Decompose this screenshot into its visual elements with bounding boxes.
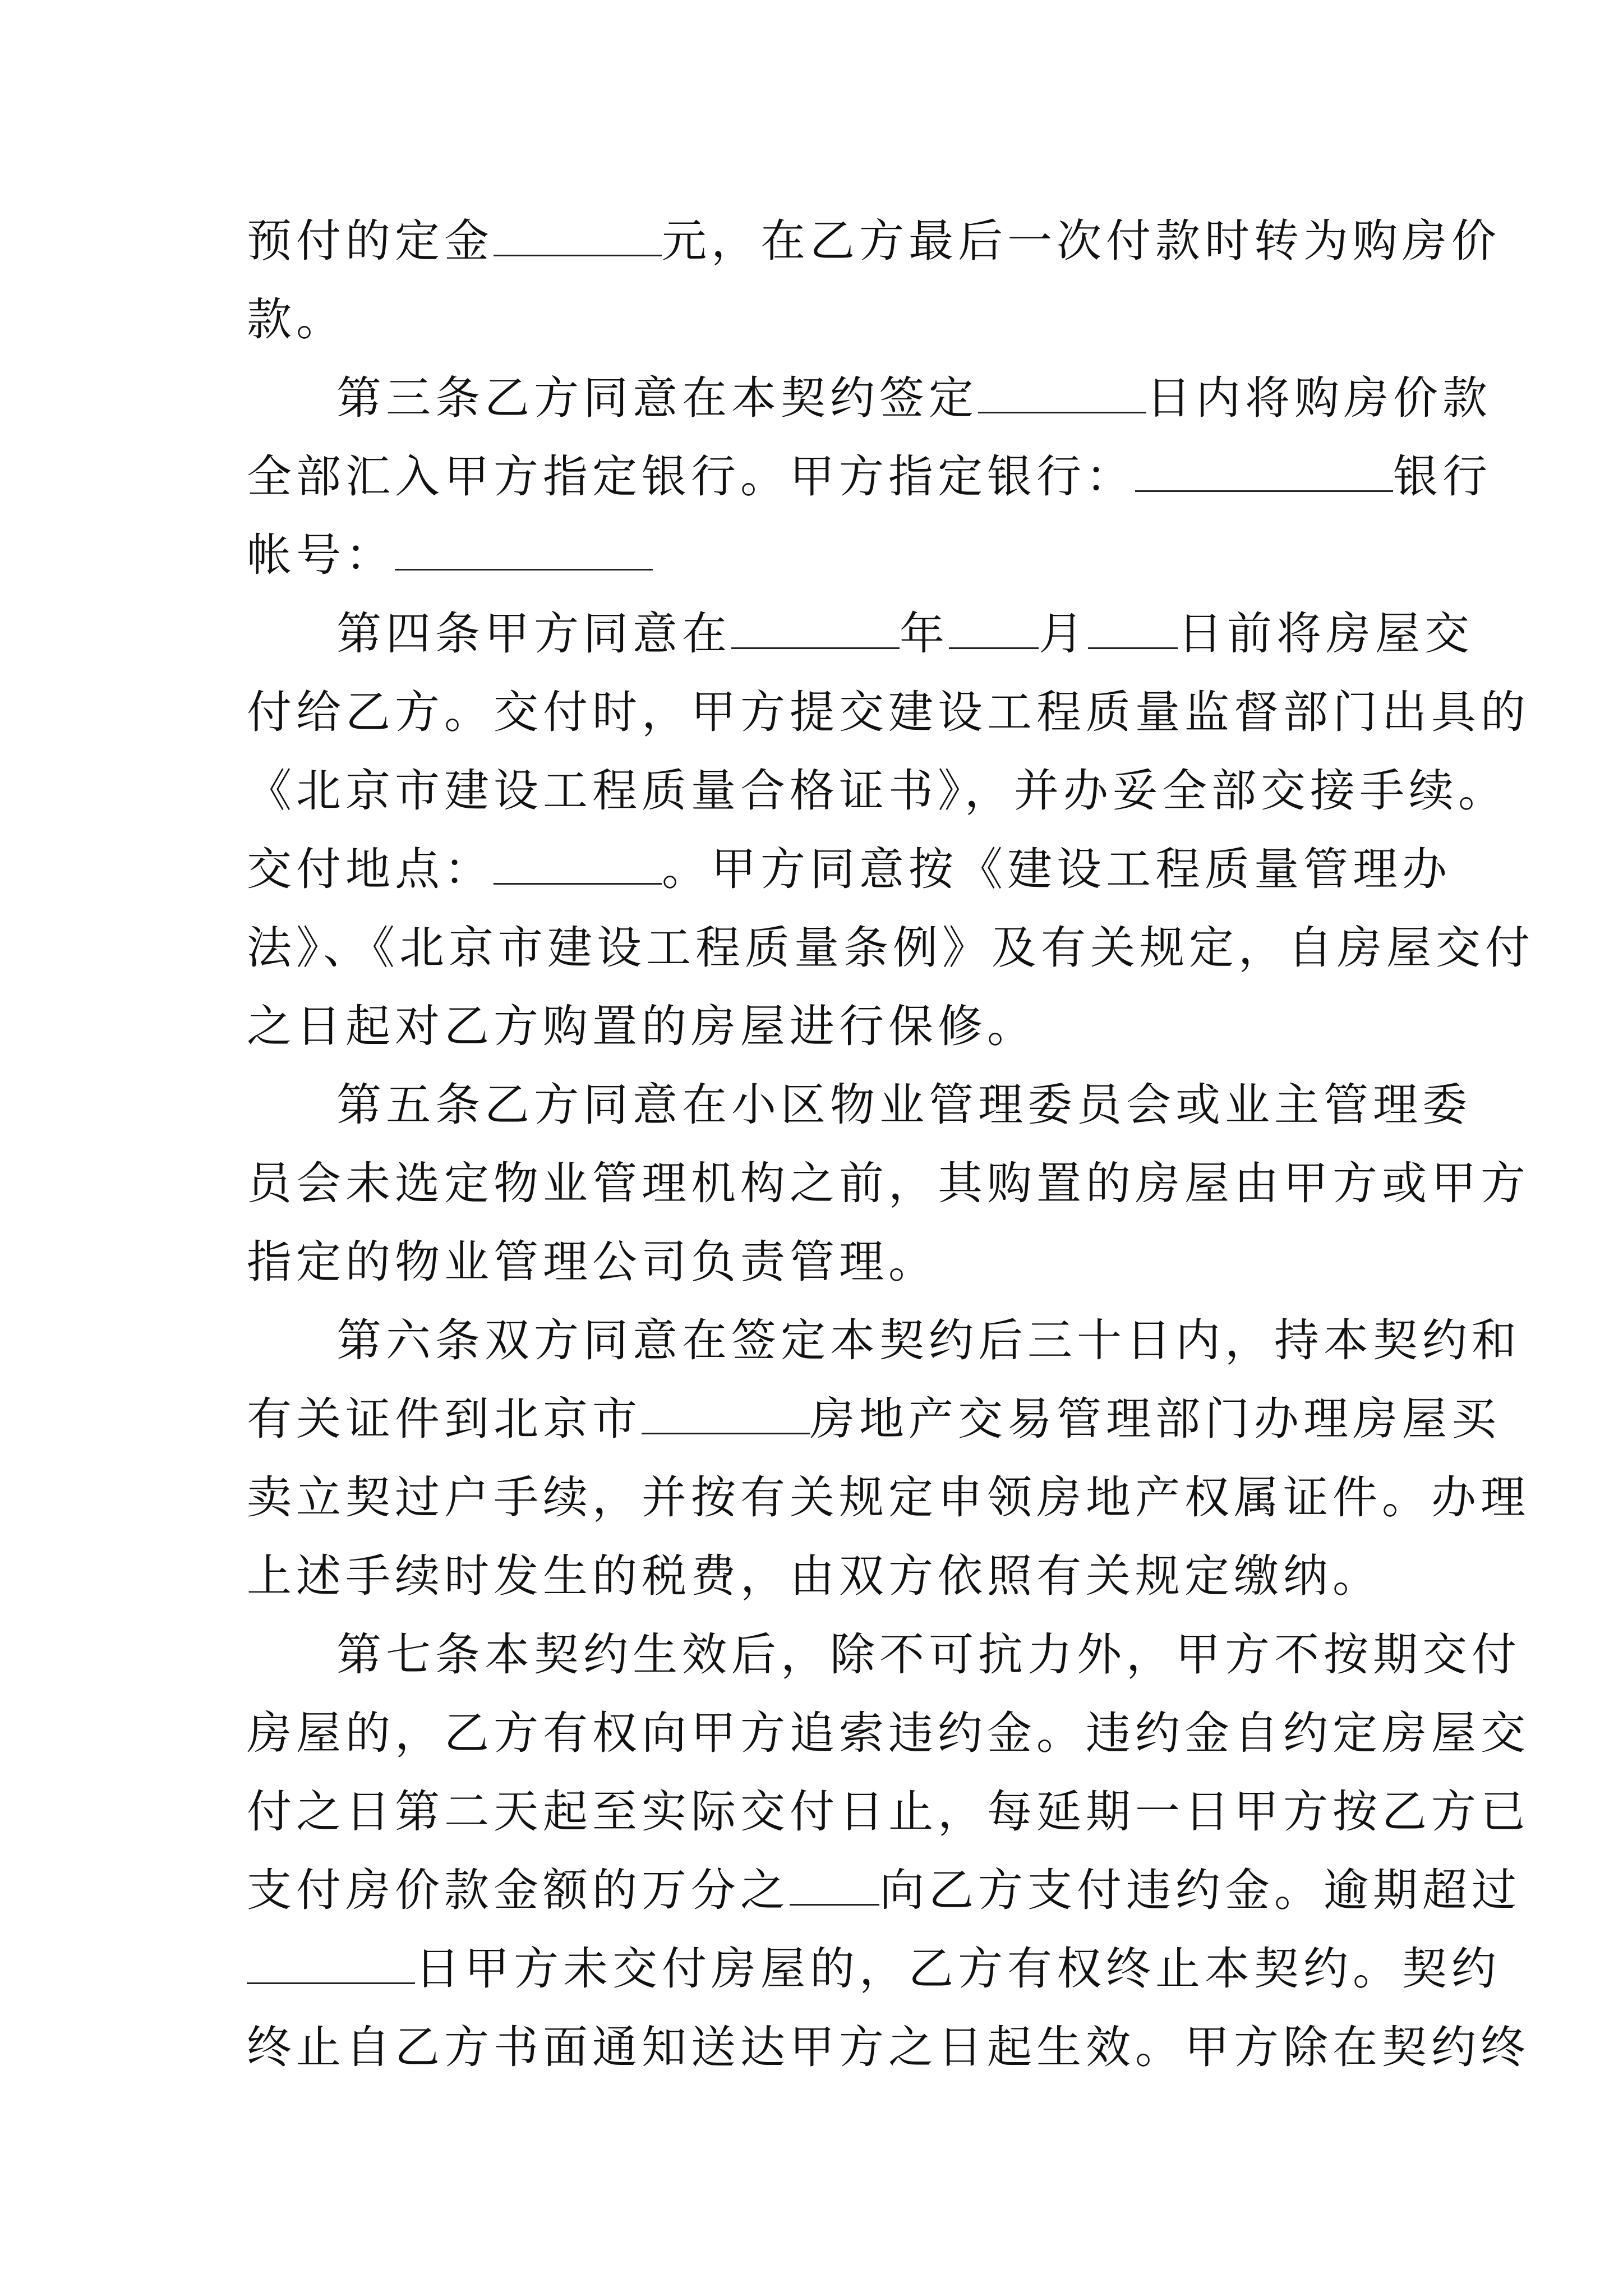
text-line: 预付的定金 元，在乙方最后一次付款时转为购房价 — [247, 215, 1501, 267]
blank-field — [395, 531, 653, 570]
text-line: 日甲方未交付房屋的，乙方有权终止本契约。契约 — [247, 1932, 1391, 2005]
blank-field — [494, 217, 662, 256]
blank-field — [1135, 452, 1393, 492]
text-line: 终止自乙方书面通知送达甲方之日起生效。甲方除在契约终 — [247, 2021, 1530, 2073]
blank-field — [731, 609, 900, 649]
text-line: 交付地点： 。甲方同意按《建设工程质量管理办 — [247, 843, 1451, 895]
blank-field — [978, 374, 1146, 413]
blank-field — [642, 1395, 810, 1434]
text-line: 指定的物业管理公司负责管理。 — [247, 1236, 938, 1288]
blank-field — [790, 1866, 879, 1906]
clause-3: 第三条乙方同意在本契约签定 日内将购房价款 — [336, 372, 1492, 424]
text-line: 支付房价款金额的万分之 向乙方支付违约金。逾期超过 — [247, 1864, 1521, 1916]
clause-5: 第五条乙方同意在小区物业管理委员会或业主管理委 — [336, 1079, 1472, 1131]
clause-6: 第六条双方同意在签定本契约后三十日内，持本契约和 — [336, 1314, 1521, 1366]
text-line: 款。 — [247, 293, 345, 346]
text-line: 法》、《北京市建设工程质量条例》及有关规定，自房屋交付 — [247, 922, 1534, 974]
text-line: 房屋的，乙方有权向甲方追索违约金。违约金自约定房屋交 — [247, 1707, 1530, 1759]
text-line: 《北京市建设工程质量合格证书》，并办妥全部交接手续。 — [247, 765, 1507, 817]
blank-field — [949, 609, 1039, 649]
text-line: 上述手续时发生的税费，由双方依照有关规定缴纳。 — [247, 1550, 1382, 1602]
blank-field — [494, 845, 662, 885]
text-line: 付给乙方。交付时，甲方提交建设工程质量监督部门出具的 — [247, 686, 1530, 738]
clause-7: 第七条本契约生效后，除不可抗力外，甲方不按期交付 — [336, 1628, 1521, 1681]
text-line: 全部汇入甲方指定银行。甲方指定银行： 银行 — [247, 450, 1492, 503]
text-line: 员会未选定物业管理机构之前，其购置的房屋由甲方或甲方 — [247, 1157, 1530, 1209]
text-line: 有关证件到北京市 房地产交易管理部门办理房屋买 — [247, 1393, 1501, 1445]
text-line: 卖立契过户手续，并按有关规定申领房地产权属证件。办理 — [247, 1471, 1530, 1524]
blank-field — [1088, 609, 1178, 649]
text-line: 之日起对乙方购置的房屋进行保修。 — [247, 1000, 1036, 1052]
text-line: 付之日第二天起至实际交付日止，每延期一日甲方按乙方已 — [247, 1786, 1530, 1838]
clause-4: 第四条甲方同意在 年 月 日前将房屋交 — [336, 608, 1474, 660]
text-line: 帐号： — [247, 519, 1391, 592]
blank-field — [247, 1944, 415, 1984]
